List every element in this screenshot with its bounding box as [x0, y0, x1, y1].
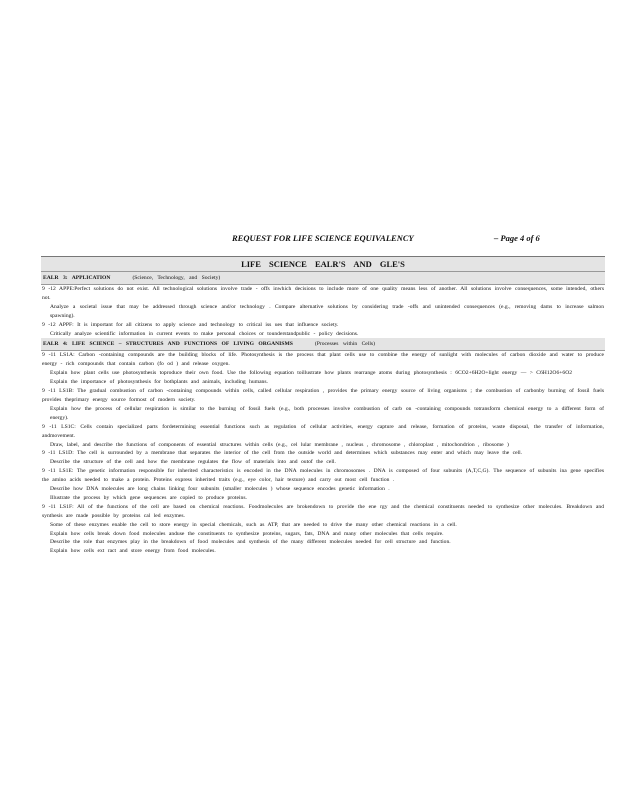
ealr3-label: EALR 3: APPLICATION [43, 275, 111, 281]
bullet-item [41, 303, 605, 321]
page-number: – Page 4 of 6 [494, 233, 540, 243]
bullet-item [41, 378, 605, 387]
ealr4-heading [41, 338, 605, 351]
standards-table [41, 256, 605, 556]
bullet-item [41, 521, 605, 530]
gle-paragraph: 9 -11 LS1F: All of the functions of the cell are based on chemical reactions. Foodmolecules are brokendown to provide the ene rgy and the chemical constituents needed to synthesize other molecules. Breakdown and synthesis are made possible by proteins cal led enzymes. [42, 503, 604, 519]
bullet-text: Explain how the process of cellular respiration is similar to the burning of fossil fuels (e.g., both processes involve combustion of carb on -containing compounds totransform chemical energy to a different form of energy). [50, 405, 604, 421]
bullet-text: Explain how plant cells use photosynthesis toproduce their own food. Use the following equation toillustrate how plants rearrange atoms during photosynthesis : 6CO2+6H2O+light energy — > C6H12O6+6O2 [50, 370, 573, 377]
bullet-text: Draw, label, and describe the functions of components of essential structures within cells (e.g., cel lular membrane , nucleus , chromosome , chloroplast , mitochondrion , ribosome ) [50, 441, 509, 448]
request-title: REQUEST FOR LIFE SCIENCE EQUIVALENCY [232, 233, 414, 243]
gle-paragraph: 9 -11 LS1A: Carbon -containing compounds are the building blocks of life. Photosynthesis is the process that plant cells use to combine the energy of sunlight with molecules of carbon dioxide and water to produce energy - rich compounds that contain carbon (fo od ) and release oxygen. [42, 352, 604, 368]
bullet-item [41, 547, 605, 556]
bullet-item [41, 485, 605, 494]
bullet-item [41, 441, 605, 450]
gle-paragraph: 9 -11 LS1D: The cell is surrounded by a membrane that separates the interior of the cell from the outside world and determines which substances may enter and which may leave the cell. [42, 450, 523, 457]
bullet-item [41, 458, 605, 467]
gle-paragraph: 9 -11 LS1C: Cells contain specialized parts fordetermining essential functions such as regulation of cellular activities, energy capture and release, formation of proteins, waste disposal, the transfer of information, andmovement. [42, 423, 604, 439]
bullet-text: Critically analyze scientific information in current events to make personal choices or tounderstandpublic - policy decisions. [50, 330, 359, 337]
bullet-text: Describe how DNA molecules are long chains linking four subunits (smaller molecules ) whose sequence encodes genetic information . [50, 486, 390, 493]
bullet-item [41, 538, 605, 547]
bullet-item [41, 494, 605, 503]
bullet-text: Explain the importance of photosynthesis for bothplants and animals, including humans. [50, 379, 268, 386]
bullet-text: Analyze a societal issue that may be addressed through science and/or technology . Compare alternative solutions by considering trade -offs and unintended consequences (e.g., removing dams to increase salmon spawning). [50, 303, 604, 319]
bullet-text: Describe the role that enzymes play in the breakdown of food molecules and synthesis of the many different molecules needed for cell structure and function. [50, 539, 451, 546]
gle-paragraph: 9 -11 LS1E: The genetic information responsible for inherited characteristics is encoded in the DNA molecules in chromosomes . DNA is composed of four subunits (A,T,C,G). The sequence of subunits ina gene specifies the amino acids needed to make a protein. Proteins express inherited traits (e.g., eye color, hair texture) and carry out most cell function . [42, 468, 604, 484]
ealr4-sub: (Processes within Cells) [314, 341, 375, 348]
gle-paragraph: 9 -12 APPF: It is important for all citizens to apply science and technology to critical iss ues that influence society. [42, 321, 339, 328]
ealr3-sub: (Science, Technology, and Society) [132, 275, 221, 281]
bullet-text: Explain how cells ext ract and store energy from food molecules. [50, 548, 216, 555]
ealr4-label: EALR 4: LIFE SCIENCE – STRUCTURES AND FUNCTIONS OF LIVING ORGANISMS [43, 341, 293, 348]
bullet-text: Some of these enzymes enable the cell to store energy in special chemicals, such as ATP, that are needed to drive the many other chemical reactions in a cell. [50, 521, 457, 528]
gle-paragraph: 9 -11 LS1B: The gradual combustion of carbon -containing compounds within cells, called cellular respiration , provides the primary energy source of living organisms ; the combustion of carbonby burning of fossil fuels provides theprimary energy source formost of modern society. [42, 388, 604, 403]
bullet-text: Illustrate the process by which gene sequences are copied to produce proteins. [50, 494, 247, 501]
table-title: LIFE SCIENCE EALR'S AND GLE'S [41, 256, 605, 272]
ealr3-heading [41, 272, 605, 285]
bullet-item [41, 530, 605, 539]
bullet-text: Describe the structure of the cell and how the membrane regulates the flow of materials into and outof the cell. [50, 459, 336, 466]
gle-paragraph: 9 -12 APPE:Perfect solutions do not exist. All technological solutions involve trade - offs inwhich decisions to include more of one quality means less of another. All solutions involve consequences, some intended, others not. [42, 286, 604, 301]
bullet-item [41, 405, 605, 423]
bullet-item [41, 369, 605, 378]
bullet-text: Explain how cells break down food molecules anduse the constituents to synthesize proteins, sugars, fats, DNA and many other molecules that cells require. [50, 530, 444, 537]
bullet-item [41, 330, 605, 339]
